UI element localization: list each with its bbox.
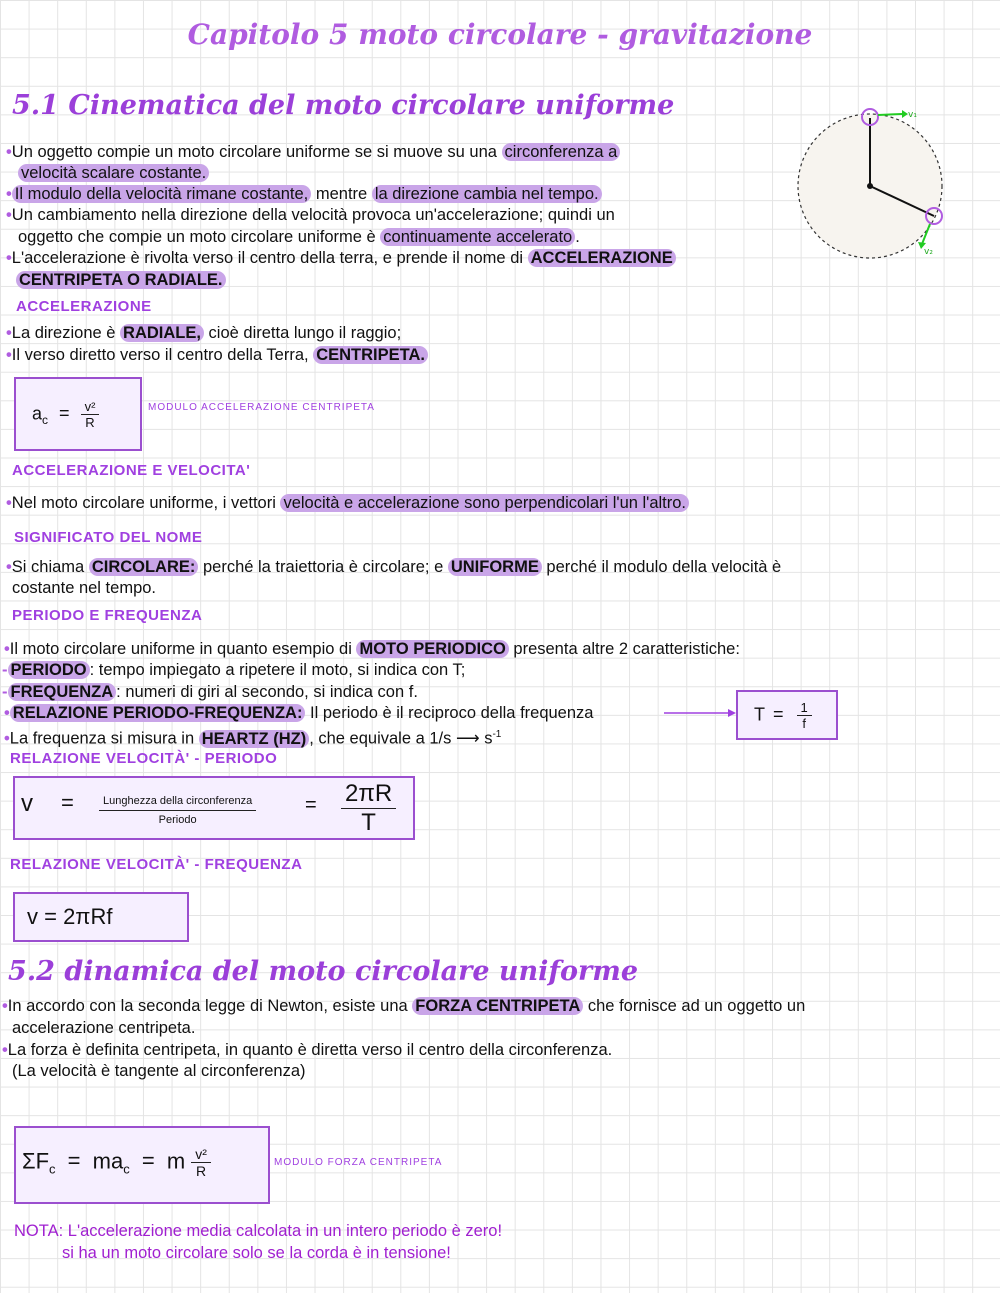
paragraph-3-cont: oggetto che compie un moto circolare uniforme è continuamente accelerato .: [18, 228, 580, 246]
formula-5-label: MODULO FORZA CENTRIPETA: [274, 1157, 443, 1168]
formula-period-frequency: T = $\frac{1}{f}$: [736, 690, 838, 740]
paragraph-8-cont: costante nel tempo.: [12, 579, 157, 597]
formula-1-label: MODULO ACCELERAZIONE CENTRIPETA: [148, 402, 375, 413]
velocity-vector-1: [878, 114, 902, 115]
arrow-to-period-formula: [662, 706, 738, 720]
section-2-heading: 5.2 dinamica del moto circolare uniforme: [8, 956, 639, 987]
paragraph-1-cont: velocità scalare costante.: [18, 163, 209, 184]
formula-velocity-frequency: v = 2πRf: [13, 892, 189, 942]
v1-label: v₁: [908, 110, 917, 120]
paragraph-s2-1: •In accordo con la seconda legge di Newton, esiste una FORZA CENTRIPETA che fornisce ad un oggetto un: [2, 997, 806, 1015]
note-line-1: NOTA: L'accelerazione media calcolata in un intero periodo è zero!: [14, 1222, 503, 1240]
subheading-accelerazione-velocita: ACCELERAZIONE E VELOCITA': [12, 462, 251, 479]
paragraph-8: •Si chiama CIRCOLARE: perché la traiettoria è circolare; e UNIFORME perché il modulo della velocità è: [6, 558, 782, 576]
subheading-significato-nome: SIGNIFICATO DEL NOME: [14, 529, 203, 546]
paragraph-13: •La frequenza si misura in HEARTZ (HZ) , che equivale a 1/s ⟶ $s^{-1}$: [4, 729, 502, 748]
note-line-2: si ha un moto circolare solo se la corda è in tensione!: [62, 1244, 451, 1262]
paragraph-3: •Un cambiamento nella direzione della velocità provoca un'accelerazione; quindi un: [6, 206, 615, 224]
center-point: [867, 183, 873, 189]
formula-centripetal-acceleration: $a_c$ = $\frac{\text{v²}}{R}$: [14, 377, 142, 451]
formula-velocity-period: v = $\frac{\text{Lunghezza della circonferenza}}{\text{Periodo}}$ = $\frac{2\pi R}{T}$: [13, 776, 415, 840]
paragraph-9: •Il moto circolare uniforme in quanto esempio di MOTO PERIODICO presenta altre 2 caratteristiche:: [4, 640, 740, 658]
subheading-velocita-periodo: RELAZIONE VELOCITÀ' - PERIODO: [10, 750, 278, 767]
paragraph-4: •L'accelerazione è rivolta verso il centro della terra, e prende il nome di ACCELERAZIONE: [6, 248, 676, 269]
paragraph-2: • Il modulo della velocità rimane costante, mentre la direzione cambia nel tempo.: [6, 184, 602, 205]
paragraph-s2-2-cont: (La velocità è tangente al circonferenza): [12, 1062, 306, 1080]
subheading-periodo-frequenza: PERIODO E FREQUENZA: [12, 607, 203, 624]
paragraph-s2-2: •La forza è definita centripeta, in quanto è diretta verso il centro della circonferenza.: [2, 1041, 613, 1059]
subheading-velocita-frequenza: RELAZIONE VELOCITÀ' - FREQUENZA: [10, 856, 303, 873]
circular-motion-diagram: [790, 100, 950, 260]
paragraph-7: •Nel moto circolare uniforme, i vettori velocità e accelerazione sono perpendicolari l'un l'altro.: [6, 493, 689, 514]
section-1-heading: 5.1 Cinematica del moto circolare uniforme: [12, 90, 675, 121]
paragraph-11: - FREQUENZA : numeri di giri al secondo, si indica con f.: [2, 683, 418, 701]
paragraph-12: • RELAZIONE PERIODO-FREQUENZA: Il periodo è il reciproco della frequenza: [4, 704, 594, 722]
subheading-accelerazione: ACCELERAZIONE: [16, 298, 152, 315]
page-title: Capitolo 5 moto circolare - gravitazione: [187, 18, 813, 51]
formula-centripetal-force: $\Sigma F_c = ma_c = m$ $\frac{\text{v²}}{R}$: [14, 1126, 270, 1204]
v2-label: v₂: [924, 247, 933, 257]
paragraph-4-cont: CENTRIPETA O RADIALE.: [16, 270, 226, 291]
paragraph-s2-1-cont: accelerazione centripeta.: [12, 1019, 196, 1037]
paragraph-6: •Il verso diretto verso il centro della Terra, CENTRIPETA.: [6, 345, 428, 366]
paragraph-10: - PERIODO : tempo impiegato a ripetere il moto, si indica con T;: [2, 661, 466, 679]
paragraph-1: •Un oggetto compie un moto circolare uniforme se si muove su una circonferenza a: [6, 142, 620, 163]
paragraph-5: •La direzione è RADIALE, cioè diretta lungo il raggio;: [6, 324, 402, 342]
